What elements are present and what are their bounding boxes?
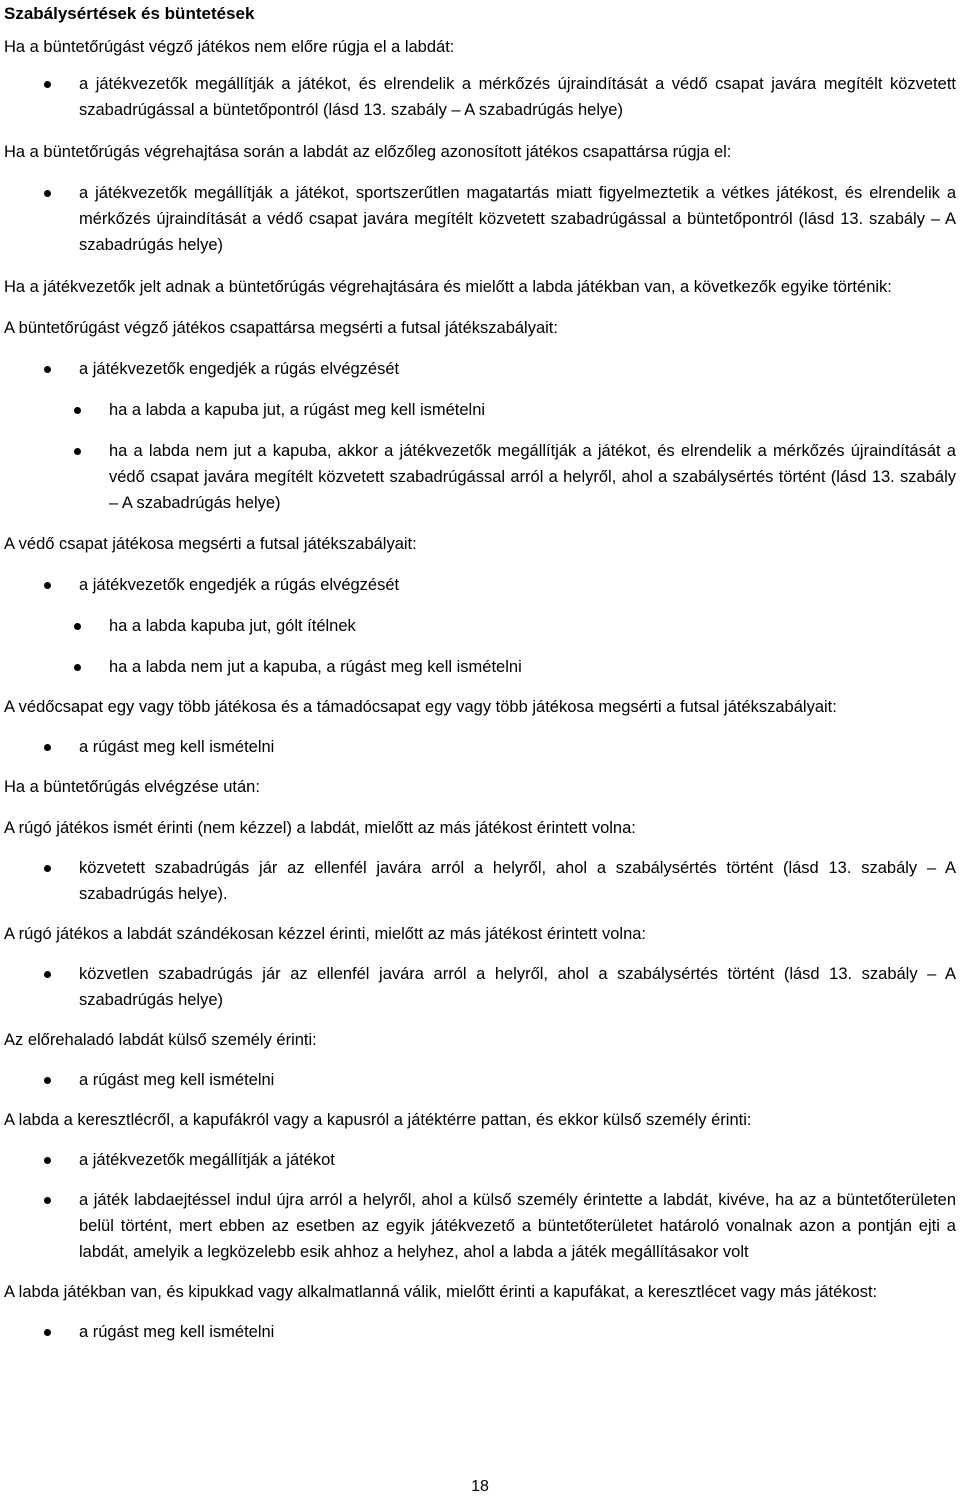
bullet-icon [74,664,81,671]
paragraph: Ha a büntetőrúgás elvégzése után: [4,778,260,796]
list-item-text: közvetett szabadrúgás jár az ellenfél javára arról a helyről, ahol a szabálysértés történt (lásd 13. szabály – A szabadrúgás helye). [79,859,956,903]
list-item-text: ha a labda nem jut a kapuba, a rúgást meg kell ismételni [109,658,522,676]
list-item [4,1067,956,1093]
document-page [4,0,956,1345]
bullet-icon [44,1197,51,1204]
bullet-icon [44,1329,51,1336]
paragraph: A labda játékban van, és kipukkad vagy alkalmatlanná válik, mielőtt érinti a kapufákat, a keresztlécet vagy más játékost: [4,1283,878,1301]
list-item [4,1147,956,1173]
list-item-text: a játékvezetők engedjék a rúgás elvégzését [79,360,400,378]
list-item [4,855,956,907]
paragraph: Az előrehaladó labdát külső személy érinti: [4,1031,317,1049]
paragraph: A védőcsapat egy vagy több játékosa és a támadócsapat egy vagy több játékosa megsérti a futsal játékszabályait: [4,698,837,716]
bullet-list [4,734,956,760]
list-item-text: ha a labda a kapuba jut, a rúgást meg kell ismételni [109,401,486,419]
list-item [4,438,956,516]
list-item [4,654,956,680]
bullet-icon [44,1157,51,1164]
page-number: 18 [471,1478,489,1495]
paragraph: Ha a büntetőrúgás végrehajtása során a labdát az előzőleg azonosított játékos csapattársa rúgja el: [4,143,732,161]
list-item [4,180,956,258]
list-item-text: a rúgást meg kell ismételni [79,1071,275,1089]
list-item-text: a rúgást meg kell ismételni [79,738,275,756]
bullet-icon [74,448,81,455]
paragraph: A labda a keresztlécről, a kapufákról vagy a kapusról a játéktérre pattan, és ekkor külső személy érinti: [4,1111,752,1129]
list-item-text: a játék labdaejtéssel indul újra arról a helyről, ahol a külső személy érintette a labdát, kivéve, ha az a büntetőterületen belül történt, mert ebben az esetben az egyik játékvezető a büntetőterületet határoló vonalnak azon a pontján ejti a labdát, amelyik a legközelebb esik ahhoz a helyhez, ahol a labda a játék megállításakor volt [79,1191,956,1261]
paragraph: Ha a játékvezetők jelt adnak a büntetőrúgás végrehajtására és mielőtt a labda játékban van, a következők egyike történik: [4,278,892,296]
bullet-icon [44,1077,51,1084]
list-item-text: ha a labda kapuba jut, gólt ítélnek [109,617,356,635]
list-item [4,1319,956,1345]
bullet-list [4,1147,956,1265]
bullet-list [4,180,956,258]
bullet-icon [44,81,51,88]
paragraph: A rúgó játékos a labdát szándékosan kézzel érinti, mielőtt az más játékost érintett volna: [4,925,647,943]
bullet-icon [44,582,51,589]
list-item-text: közvetlen szabadrúgás jár az ellenfél javára arról a helyről, ahol a szabálysértés történt (lásd 13. szabály – A szabadrúgás helye) [79,965,956,1009]
paragraph: Ha a büntetőrúgást végző játékos nem előre rúgja el a labdát: [4,38,455,56]
bullet-icon [44,865,51,872]
bullet-icon [44,971,51,978]
bullet-icon [44,366,51,373]
bullet-list [4,1319,956,1345]
paragraph: A büntetőrúgást végző játékos csapattársa megsérti a futsal játékszabályait: [4,319,558,337]
bullet-list [4,961,956,1013]
bullet-list [4,71,956,123]
list-item [4,613,956,639]
list-item [4,734,956,760]
bullet-icon [44,190,51,197]
bullet-icon [74,407,81,414]
section-heading: Szabálysértések és büntetések [4,4,255,23]
list-item [4,1187,956,1265]
section-body [4,34,956,1345]
bullet-list [4,855,956,907]
list-item-text: a játékvezetők engedjék a rúgás elvégzését [79,576,400,594]
list-item-text: a játékvezetők megállítják a játékot [79,1151,335,1169]
bullet-icon [44,744,51,751]
bullet-list [4,1067,956,1093]
list-item-text: a játékvezetők megállítják a játékot, és elrendelik a mérkőzés újraindítását a védő csapat javára megítélt közvetett szabadrúgással a büntetőpontról (lásd 13. szabály – A szabadrúgás helye) [79,75,956,119]
list-item [4,961,956,1013]
list-item-text: ha a labda nem jut a kapuba, akkor a játékvezetők megállítják a játékot, és elrendelik a mérkőzés újraindítását a védő csapat javára megítélt közvetett szabadrúgással arról a helyről, ahol a szabálysértés történt (lásd 13. szabály – A szabadrúgás helye) [109,442,956,512]
list-item-text: a játékvezetők megállítják a játékot, sportszerűtlen magatartás miatt figyelmeztetik a vétkes játékost, és elrendelik a mérkőzés újraindítását a védő csapat javára megítélt közvetett szabadrúgással a büntetőpontról (lásd 13. szabály – A szabadrúgás helye) [79,184,956,254]
bullet-icon [74,623,81,630]
list-item [4,356,956,382]
bullet-list [4,356,956,516]
paragraph: A védő csapat játékosa megsérti a futsal játékszabályait: [4,535,417,553]
paragraph: A rúgó játékos ismét érinti (nem kézzel) a labdát, mielőtt az más játékost érintett volna: [4,819,636,837]
list-item [4,397,956,423]
list-item [4,572,956,598]
list-item-text: a rúgást meg kell ismételni [79,1323,275,1341]
bullet-list [4,572,956,680]
list-item [4,71,956,123]
